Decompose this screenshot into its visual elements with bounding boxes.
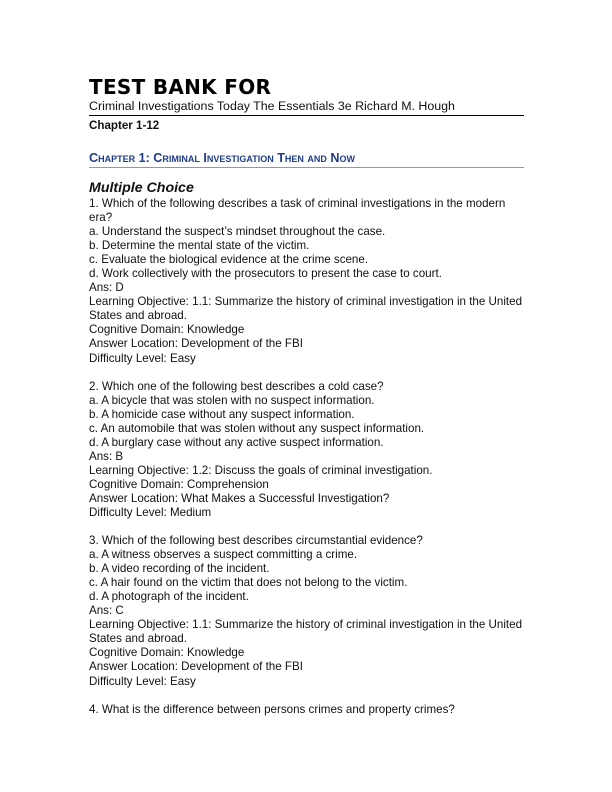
chapter-range: Chapter 1-12 bbox=[89, 119, 160, 132]
option-a: a. A witness observes a suspect committing a crime. bbox=[89, 548, 358, 562]
document-title: TEST BANK FOR bbox=[89, 75, 272, 99]
answer-key: Ans: B bbox=[89, 449, 124, 463]
cognitive-domain: Cognitive Domain: Knowledge bbox=[89, 323, 245, 337]
answer-key: Ans: D bbox=[89, 281, 124, 295]
answer-key: Ans: C bbox=[89, 604, 124, 618]
learning-objective: Learning Objective: 1.1: Summarize the history of criminal investigation in the United States and abroad. bbox=[89, 618, 523, 646]
learning-objective: Learning Objective: 1.1: Summarize the history of criminal investigation in the United States and abroad. bbox=[89, 295, 523, 323]
option-c: c. Evaluate the biological evidence at the crime scene. bbox=[89, 253, 369, 267]
question-stem: 4. What is the difference between persons crimes and property crimes? bbox=[89, 702, 455, 716]
question-stem: 2. Which one of the following best describes a cold case? bbox=[89, 379, 384, 393]
option-c: c. A hair found on the victim that does not belong to the victim. bbox=[89, 576, 408, 590]
document-page bbox=[89, 76, 524, 717]
cognitive-domain: Cognitive Domain: Comprehension bbox=[89, 477, 269, 491]
book-subtitle: Criminal Investigations Today The Essentials 3e Richard M. Hough bbox=[89, 99, 524, 116]
question-stem: 3. Which of the following best describes circumstantial evidence? bbox=[89, 534, 423, 548]
option-a: a. A bicycle that was stolen with no suspect information. bbox=[89, 393, 375, 407]
option-d: d. A burglary case without any active suspect information. bbox=[89, 435, 384, 449]
option-b: b. Determine the mental state of the victim. bbox=[89, 239, 310, 253]
option-a: a. Understand the suspect’s mindset throughout the case. bbox=[89, 225, 386, 239]
answer-location: Answer Location: Development of the FBI bbox=[89, 660, 303, 674]
difficulty-level: Difficulty Level: Easy bbox=[89, 674, 196, 688]
question-2 bbox=[89, 380, 524, 520]
option-b: b. A video recording of the incident. bbox=[89, 562, 270, 576]
answer-location: Answer Location: Development of the FBI bbox=[89, 337, 303, 351]
option-d: d. A photograph of the incident. bbox=[89, 590, 249, 604]
chapter-heading: Chapter 1: Criminal Investigation Then and Now bbox=[89, 150, 524, 168]
difficulty-level: Difficulty Level: Easy bbox=[89, 351, 196, 365]
question-1 bbox=[89, 197, 524, 366]
answer-location: Answer Location: What Makes a Successful Investigation? bbox=[89, 491, 390, 505]
option-d: d. Work collectively with the prosecutors to present the case to court. bbox=[89, 267, 442, 281]
cognitive-domain: Cognitive Domain: Knowledge bbox=[89, 646, 245, 660]
question-4 bbox=[89, 703, 524, 717]
option-c: c. An automobile that was stolen without any suspect information. bbox=[89, 421, 425, 435]
question-3 bbox=[89, 534, 524, 689]
section-heading: Multiple Choice bbox=[89, 180, 194, 196]
option-b: b. A homicide case without any suspect information. bbox=[89, 407, 355, 421]
question-stem: 1. Which of the following describes a task of criminal investigations in the modern era? bbox=[89, 197, 506, 225]
question-list bbox=[89, 197, 524, 717]
learning-objective: Learning Objective: 1.2: Discuss the goals of criminal investigation. bbox=[89, 463, 433, 477]
difficulty-level: Difficulty Level: Medium bbox=[89, 505, 212, 519]
